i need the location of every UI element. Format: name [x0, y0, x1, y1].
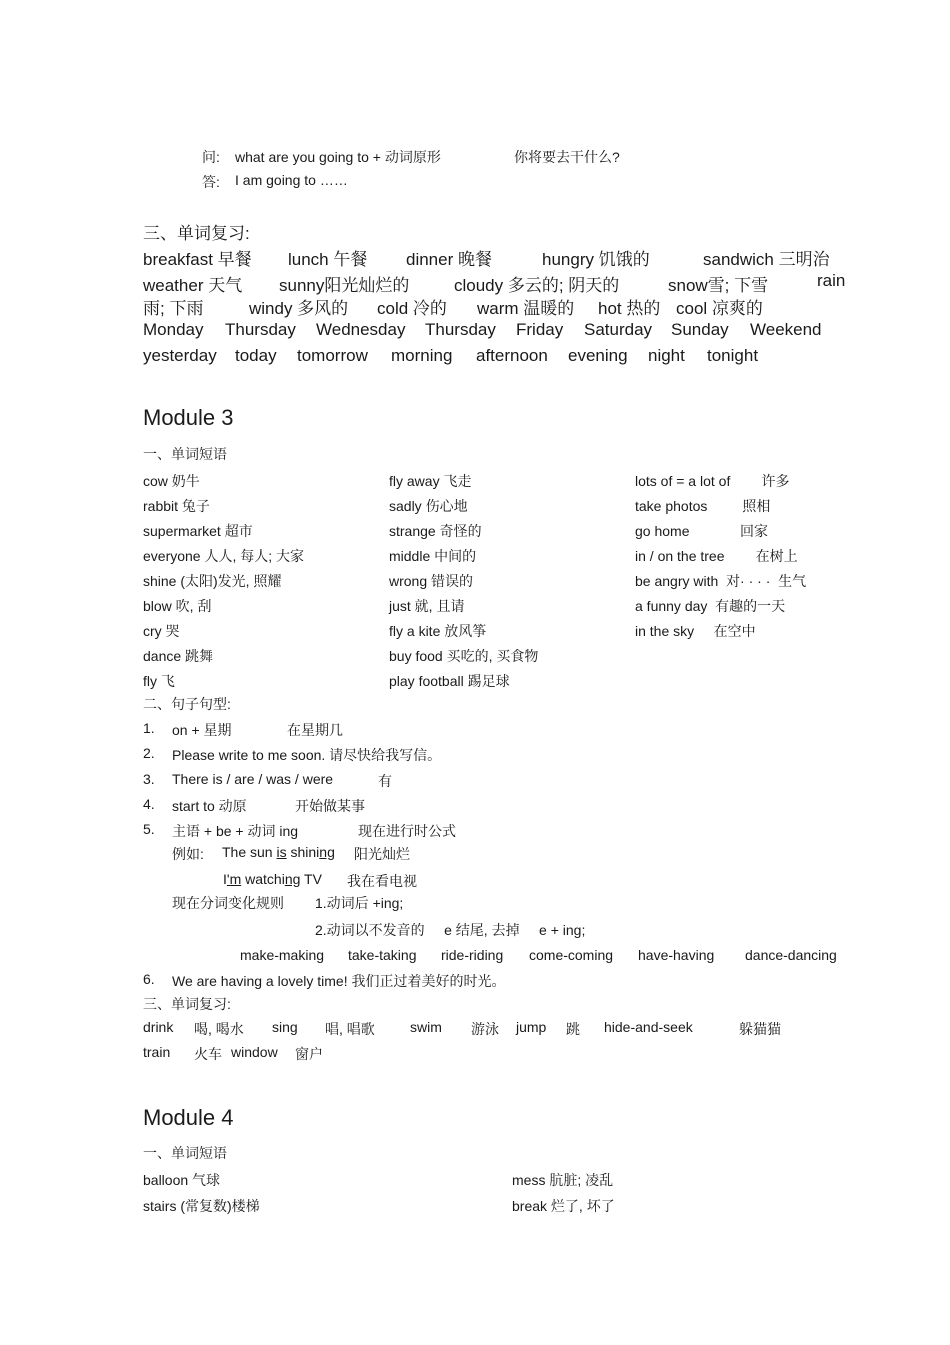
word: lunch 午餐 [288, 250, 368, 269]
word: snow雪; 下雪 [668, 276, 769, 295]
review-word: 窗户 [295, 1046, 323, 1062]
example-sentence: The sun is shining [222, 844, 335, 860]
weekday: Saturday [584, 320, 653, 339]
example-meaning: 阳光灿烂 [354, 846, 410, 862]
vocab-item: sadly 伤心地 [389, 498, 468, 514]
vocab-item: fly a kite 放风筝 [389, 623, 487, 639]
word: 雨; 下雨 [143, 299, 204, 318]
verb-pair: ride-riding [441, 947, 504, 963]
vocab-item: be angry with 对· · · · 生气 [635, 573, 807, 589]
weekday: Wednesday [316, 320, 406, 339]
sentence-number: 5. [143, 821, 155, 837]
answer-label: 答: [202, 174, 220, 190]
vocab-item: balloon 气球 [143, 1172, 221, 1188]
time-word: night [648, 346, 685, 365]
verb-pair: make-making [240, 947, 325, 963]
sentence-text: 主语 + be + 动词 ing [172, 823, 299, 839]
review-word: 唱, 唱歌 [325, 1021, 375, 1037]
sentence-text: on + 星期 [172, 722, 232, 738]
review-word: window [231, 1044, 278, 1060]
module-3-title: Module 3 [143, 405, 234, 430]
review-word: train [143, 1044, 171, 1060]
review-word: 火车 [194, 1046, 222, 1062]
verb-pair: take-taking [348, 947, 417, 963]
review-word: jump [516, 1019, 547, 1035]
word: warm 温暖的 [477, 299, 575, 318]
question-label: 问: [202, 149, 220, 165]
example-meaning: 我在看电视 [347, 873, 417, 889]
answer-text: I am going to …… [235, 172, 348, 188]
vocab-item: just 就, 且请 [389, 598, 465, 614]
sentence-text: We are having a lovely time! 我们正过着美好的时光。 [172, 973, 506, 989]
sentence-number: 2. [143, 745, 155, 761]
vocab-item: play football 踢足球 [389, 673, 510, 689]
vocab-item: take photos 照相 [635, 498, 771, 514]
review-word: 喝, 喝水 [194, 1021, 244, 1037]
review-heading: 三、单词复习: [143, 224, 250, 243]
vocab-item: fly 飞 [143, 673, 175, 689]
word: cool 凉爽的 [676, 299, 763, 318]
verb-pair: come-coming [529, 947, 614, 963]
weekday: Thursday [225, 320, 296, 339]
vocab-item: fly away 飞走 [389, 473, 472, 489]
weekday: Monday [143, 320, 204, 339]
vocab-item: mess 肮脏; 凌乱 [512, 1172, 614, 1188]
vocab-item: stairs (常复数)楼梯 [143, 1198, 260, 1214]
vocab-heading: 一、单词短语 [143, 446, 227, 462]
vocab-item: supermarket 超市 [143, 523, 253, 539]
module-4-title: Module 4 [143, 1105, 234, 1130]
vocab-item: everyone 人人, 每人; 大家 [143, 548, 305, 564]
sentence-heading: 二、句子句型: [143, 696, 231, 712]
word: windy 多风的 [249, 299, 349, 318]
example-sentence: I'm watching TV [223, 871, 322, 887]
sentence-meaning: 开始做某事 [295, 798, 365, 814]
vocab-item: a funny day 有趣的一天 [635, 598, 786, 614]
time-word: morning [391, 346, 453, 365]
time-word: afternoon [476, 346, 548, 365]
rule-1: 1.动词后 +ing; [315, 895, 404, 911]
word: cloudy 多云的; 阴天的 [454, 276, 620, 295]
sentence-text: There is / are / was / were [172, 771, 334, 787]
vocab-item: break 烂了, 坏了 [512, 1198, 615, 1214]
rule-2: 2.动词以不发音的 e 结尾, 去掉 e + ing; [315, 922, 586, 938]
word: sunny阳光灿烂的 [279, 276, 410, 295]
review-heading: 三、单词复习: [143, 996, 231, 1012]
vocab-item: shine (太阳)发光, 照耀 [143, 573, 282, 589]
word: rain [817, 271, 846, 290]
word: breakfast 早餐 [143, 250, 252, 269]
review-word: 跳 [566, 1021, 580, 1037]
verb-pair: have-having [638, 947, 715, 963]
verb-pair: dance-dancing [745, 947, 837, 963]
word: weather 天气 [143, 276, 243, 295]
weekday: Friday [516, 320, 564, 339]
vocab-item: go home 回家 [635, 523, 769, 539]
question-text: what are you going to + 动词原形 [235, 149, 441, 165]
vocab-item: cry 哭 [143, 623, 180, 639]
review-word: drink [143, 1019, 174, 1035]
time-word: yesterday [143, 346, 217, 365]
review-word: 躲猫猫 [739, 1021, 781, 1037]
review-word: hide-and-seek [604, 1019, 693, 1035]
time-word: evening [568, 346, 628, 365]
review-word: sing [272, 1019, 298, 1035]
vocab-item: wrong 错误的 [389, 573, 474, 589]
word: hungry 饥饿的 [542, 250, 650, 269]
sentence-number: 3. [143, 771, 155, 787]
vocab-item: dance 跳舞 [143, 648, 214, 664]
vocab-item: buy food 买吃的, 买食物 [389, 648, 539, 664]
sentence-meaning: 有 [378, 773, 392, 789]
vocab-item: cow 奶牛 [143, 473, 200, 489]
word: dinner 晚餐 [406, 250, 492, 269]
weekday: Sunday [671, 320, 729, 339]
vocab-item: in the sky 在空中 [635, 623, 756, 639]
vocab-item: lots of = a lot of 许多 [635, 473, 790, 489]
word: sandwich 三明治 [703, 250, 830, 269]
vocab-heading: 一、单词短语 [143, 1145, 227, 1161]
time-word: tonight [707, 346, 759, 365]
vocab-item: strange 奇怪的 [389, 523, 482, 539]
example-label: 例如: [172, 846, 204, 862]
time-word: today [235, 346, 277, 365]
vocab-item: middle 中间的 [389, 548, 477, 564]
vocab-item: blow 吹, 刮 [143, 598, 212, 614]
weekday: Weekend [750, 320, 822, 339]
vocab-item: in / on the tree 在树上 [635, 548, 798, 564]
sentence-number: 4. [143, 796, 155, 812]
sentence-number: 1. [143, 720, 155, 736]
review-word: swim [410, 1019, 442, 1035]
sentence-meaning: 在星期几 [287, 722, 343, 738]
sentence-meaning: 现在进行时公式 [358, 823, 456, 839]
time-word: tomorrow [297, 346, 368, 365]
vocab-item: rabbit 兔子 [143, 498, 210, 514]
sentence-text: Please write to me soon. 请尽快给我写信。 [172, 747, 442, 763]
rule-label: 现在分词变化规则 [172, 895, 284, 911]
word: cold 冷的 [377, 299, 447, 318]
review-word: 游泳 [471, 1021, 499, 1037]
sentence-text: start to 动原 [172, 798, 247, 814]
question-meaning: 你将要去干什么? [514, 149, 620, 165]
sentence-number: 6. [143, 971, 155, 987]
weekday: Thursday [425, 320, 496, 339]
word: hot 热的 [598, 299, 661, 318]
